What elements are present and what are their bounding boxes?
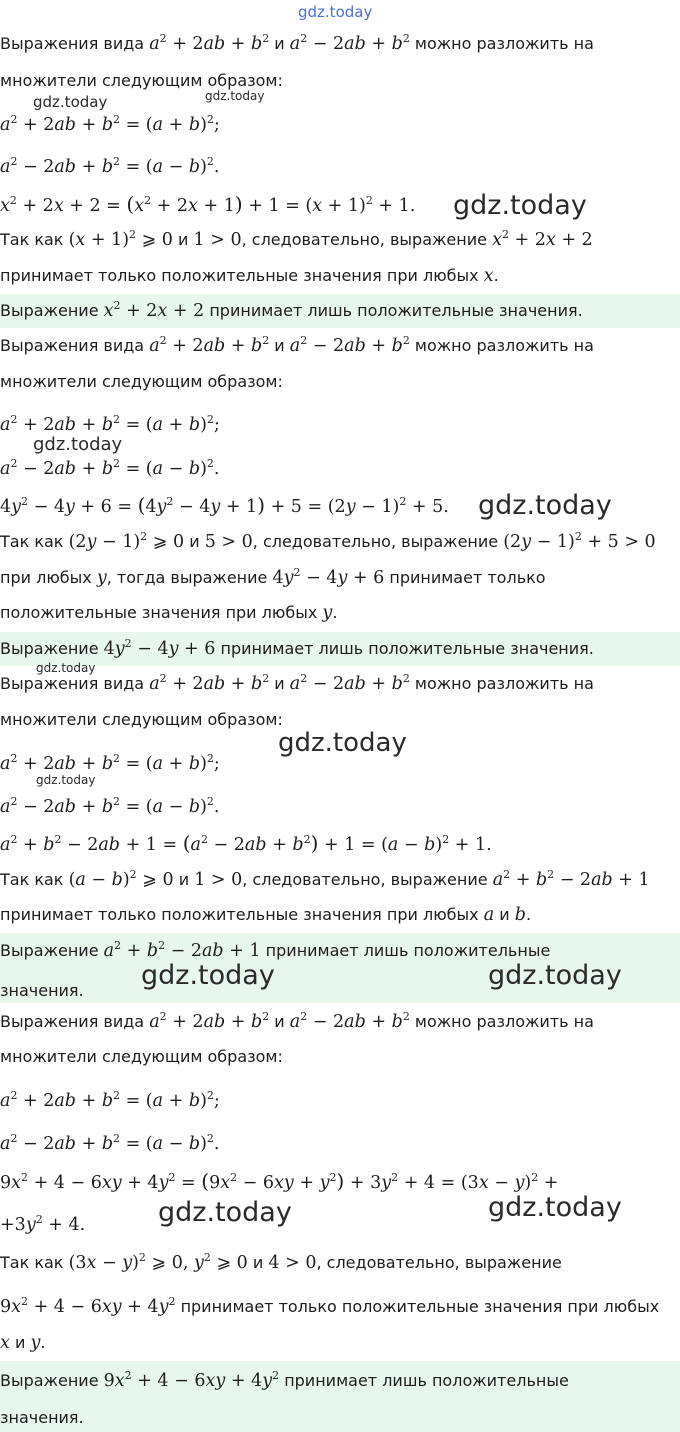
watermark: gdz.today xyxy=(453,190,587,221)
watermark: gdz.today xyxy=(36,661,96,675)
answer-line: Выражение $9x^2 + 4 - 6xy + 4y^2$ принимает лишь положительные xyxy=(0,1369,569,1391)
formula-diff-square: $a^2 - 2ab + b^2 = (a - b)^2$. xyxy=(0,795,220,817)
formula-sum-square: $a^2 + 2ab + b^2 = (a + b)^2$; xyxy=(0,113,220,135)
formula-diff-square: $a^2 - 2ab + b^2 = (a - b)^2$. xyxy=(0,1132,220,1154)
answer-line-2: значения. xyxy=(0,1408,84,1427)
watermark: gdz.today xyxy=(205,89,265,103)
intro-line: Выражения вида $a^2 + 2ab + b^2$ и $a^2 - 2ab + b^2$ можно разложить на xyxy=(0,334,594,356)
watermark: gdz.today xyxy=(33,93,108,111)
reasoning-line: Так как $(x + 1)^2$ ⩾ 0 и 1 > 0, следовательно, выражение $x^2 + 2x + 2$ xyxy=(0,228,593,250)
reasoning-line: Так как $(a - b)^2$ ⩾ 0 и 1 > 0, следовательно, выражение $a^2 + b^2 - 2ab + 1$ xyxy=(0,868,650,890)
reasoning-line: Так как $(2y - 1)^2$ ⩾ 0 и 5 > 0, следовательно, выражение $(2y - 1)^2 + 5 > 0$ xyxy=(0,530,656,552)
watermark: gdz.today xyxy=(36,773,96,787)
watermark: gdz.today xyxy=(488,960,622,991)
watermark: gdz.today xyxy=(33,434,123,455)
reasoning-line-3: x и y. xyxy=(0,1333,46,1353)
transformation: $x^2 + 2x + 2 = (x^2 + 2x + 1) + 1 = (x + 1)^2 + 1$. xyxy=(0,192,416,216)
watermark: gdz.today xyxy=(298,3,373,21)
transformation: $a^2 + b^2 - 2ab + 1 = (a^2 - 2ab + b^2) + 1 = (a - b)^2 + 1$. xyxy=(0,831,492,855)
transformation: $9x^2 + 4 - 6xy + 4y^2 = (9x^2 - 6xy + y^2) + 3y^2 + 4 = (3x - y)^2$ + xyxy=(0,1169,559,1193)
intro-line: Выражения вида $a^2 + 2ab + b^2$ и $a^2 - 2ab + b^2$ можно разложить на xyxy=(0,672,594,694)
formula-diff-square: $a^2 - 2ab + b^2 = (a - b)^2$. xyxy=(0,155,220,177)
watermark: gdz.today xyxy=(141,960,275,991)
answer-line-2: значения. xyxy=(0,981,84,1000)
watermark: gdz.today xyxy=(158,1197,292,1228)
watermark: gdz.today xyxy=(278,728,407,758)
reasoning-line-3: положительные значения при любых y. xyxy=(0,603,338,623)
intro-line: Выражения вида $a^2 + 2ab + b^2$ и $a^2 - 2ab + b^2$ можно разложить на xyxy=(0,1010,594,1032)
reasoning-line-2: принимает только положительные значения при любых a и b. xyxy=(0,905,532,925)
answer-line: Выражение $x^2 + 2x + 2$ принимает лишь положительные значения. xyxy=(0,299,583,321)
intro-line: Выражения вида $a^2 + 2ab + b^2$ и $a^2 - 2ab + b^2$ можно разложить на xyxy=(0,32,594,54)
transformation-cont: $+3y^2 + 4$. xyxy=(0,1213,86,1235)
transformation: $4y^2 - 4y + 6 = (4y^2 - 4y + 1) + 5 = (2y - 1)^2 + 5$. xyxy=(0,493,449,517)
reasoning-line-2: при любых y, тогда выражение $4y^2 - 4y + 6$ принимает только xyxy=(0,566,546,588)
intro-line-2: множители следующим образом: xyxy=(0,372,283,391)
watermark: gdz.today xyxy=(478,490,612,521)
reasoning-line-2: принимает только положительные значения при любых x. xyxy=(0,266,499,286)
intro-line-2: множители следующим образом: xyxy=(0,1047,283,1066)
answer-line: Выражение $4y^2 - 4y + 6$ принимает лишь положительные значения. xyxy=(0,637,594,659)
reasoning-line: Так как $(3x - y)^2$ ⩾ 0, $y^2$ ⩾ 0 и 4 > 0, следовательно, выражение xyxy=(0,1251,562,1273)
reasoning-line-2: $9x^2 + 4 - 6xy + 4y^2$ принимает только положительные значения при любых xyxy=(0,1295,660,1317)
intro-line-2: множители следующим образом: xyxy=(0,71,283,90)
formula-diff-square: $a^2 - 2ab + b^2 = (a - b)^2$. xyxy=(0,457,220,479)
formula-sum-square: $a^2 + 2ab + b^2 = (a + b)^2$; xyxy=(0,1089,220,1111)
intro-line-2: множители следующим образом: xyxy=(0,710,283,729)
watermark: gdz.today xyxy=(488,1192,622,1223)
formula-sum-square: $a^2 + 2ab + b^2 = (a + b)^2$; xyxy=(0,413,220,435)
answer-line: Выражение $a^2 + b^2 - 2ab + 1$ принимает лишь положительные xyxy=(0,939,551,961)
formula-sum-square: $a^2 + 2ab + b^2 = (a + b)^2$; xyxy=(0,752,220,774)
